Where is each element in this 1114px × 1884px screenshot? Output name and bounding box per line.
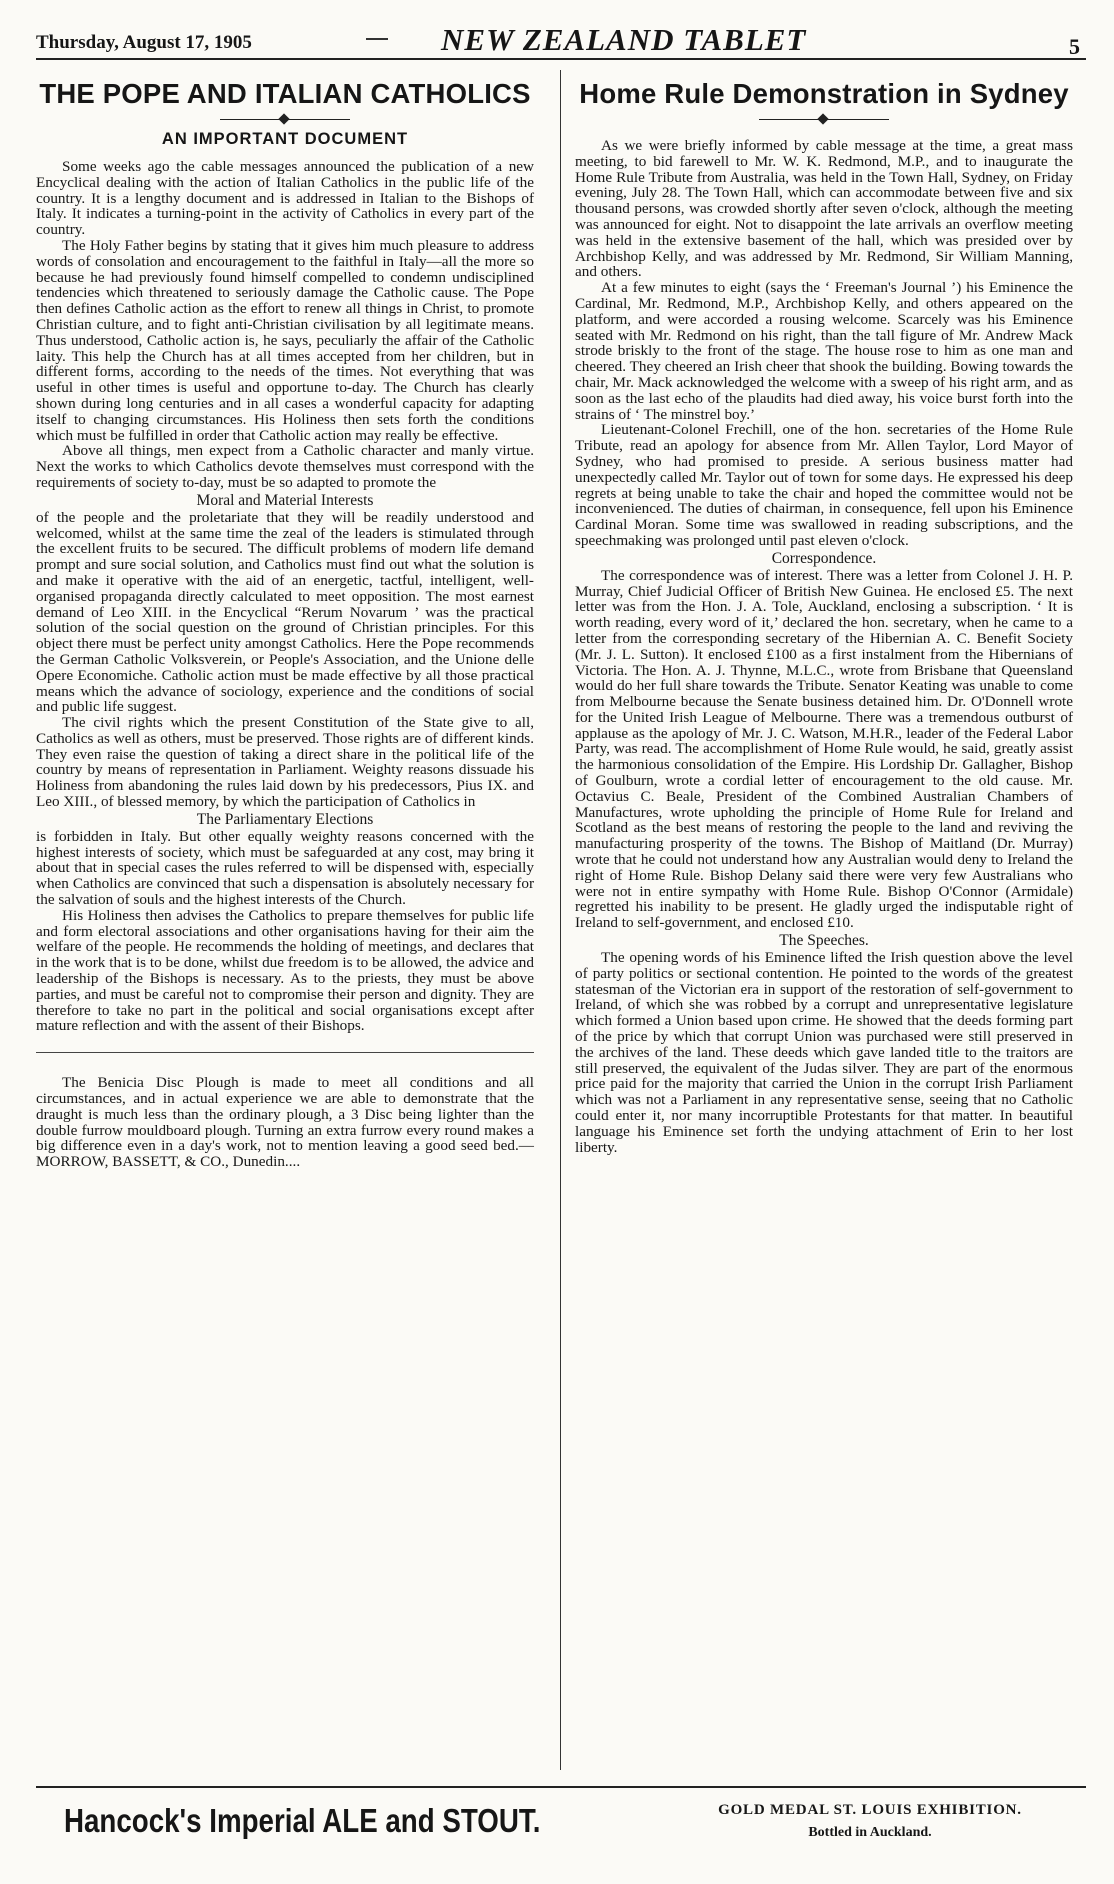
- plough-advertisement: The Benicia Disc Plough is made to meet all conditions and all circumstances, and in actual experience we are able to demonstrate that the draught is much less than the ordinary plough, a 3 Disc being lighter than the double furrow mouldboard plough. Turning an extra furrow every round makes a big difference even in a day's work, not to mention leaving a good seed bed.— MORROW, BASSETT, & CO., Dunedin....: [36, 1074, 534, 1171]
- header-ornament: [366, 38, 388, 40]
- left-paragraph: His Holiness then advises the Catholics to prepare themselves for public life and form electoral associations and other organisations having for their aim the welfare of the people. He recommends the holding of meetings, and declares that in the work that is to be done, whilst due freedom is to be allowed, the advice and leadership of the Bishops is necessary. As to the priests, they must be above parties, and must be careful not to compromise their person and dignity. They are therefore to take no part in the political and social organisations except after mature reflection and with the assent of their Bishops.: [36, 906, 534, 1035]
- left-paragraph: Some weeks ago the cable messages announced the publication of a new Encyclical dealing with the action of Italian Catholics in the public life of the country. It is a lengthy document and is addressed in Italian to the Bishops of Italy. It indicates a turning-point in the activity of Catholics in every part of the country.: [36, 158, 534, 239]
- hancocks-advertisement: Hancock's Imperial ALE and STOUT.: [64, 1802, 541, 1839]
- exhibition-notice: [680, 1802, 1060, 1841]
- left-paragraph: The civil rights which the present Constitution of the State give to all, Catholics as well as others, must be preserved. Those rights are of different kinds. They even raise the question of taking a direct share in the political life of the country by means of representation in Parliament. Weighty reasons dissuade his Holiness from abandoning the rules laid down by his predecessors, Pius IX. and Leo XIII., of blessed memory, by which the participation of Catholics in: [36, 714, 534, 811]
- exhibition-line: GOLD MEDAL ST. LOUIS EXHIBITION.: [718, 1802, 1022, 1818]
- left-crosshead: The Parliamentary Elections: [196, 810, 374, 828]
- footer-rule: [36, 1786, 1086, 1788]
- title-ornament: [220, 114, 350, 124]
- bottled-line: Bottled in Auckland.: [808, 1825, 932, 1840]
- right-paragraph: Lieutenant-Colonel Frechill, one of the hon. secretaries of the Home Rule Tribute, read an apology for absence from Mr. Allen Taylor, Lord Mayor of Sydney, who had promised to preside. A serious business matter had unexpectedly called Mr. Taylor out of town for some days. He expressed his deep regrets at being unable to take the chair and hoped the committee would not be inconvenienced. The duties of chairman, in consequence, fell upon his Eminence Cardinal Moran. Some time was swallowed in reading subscriptions, and the speechmaking was prolonged until past eleven o'clock.: [575, 421, 1073, 549]
- right-crosshead: The Speeches.: [779, 932, 869, 950]
- column-divider: [560, 70, 561, 1770]
- publication-title: NEW ZEALAND TABLET: [441, 22, 807, 57]
- title-ornament: [759, 114, 889, 124]
- page-header: [36, 18, 1086, 60]
- left-paragraph: The Holy Father begins by stating that it gives him much pleasure to address words of consolation and encouragement to the faithful in Italy—all the more so because he had previously found himself compelled to condemn undisciplined tendencies which threatened to seriously damage the Catholic cause. The Pope then defines Catholic action as the effort to renew all things in Christ, to promote Christian culture, and to fight anti-Christian civilisation by all legitimate means. Thus understood, Catholic action is, he says, peculiarly the affair of the Catholic laity. This help the Church has at all times accepted from her children, but in different forms, according to the needs of the times. Not everything that was useful in other times is useful and opportune to-day. The Church has clearly shown during long centuries and in all cases a wonderful capacity for adapting itself to changing circumstances. His Holiness then sets forth the conditions which must be fulfilled in order that Catholic action may really be effective.: [36, 236, 534, 444]
- right-paragraph: The correspondence was of interest. There was a letter from Colonel J. H. P. Murray, Chief Judicial Officer of British New Guinea. He enclosed £5. The next letter was from the Hon. J. A. Tole, Auckland, enclosing a subscription. ‘ It is worth reading, every word of it,’ declared the hon. secretary, when he came to a letter from the corresponding secretary of the Hibernian A. C. Benefit Society (Mr. J. L. Sutton). It enclosed £100 as a first instalment from the Hibernians of Victoria. The Hon. A. J. Thynne, M.L.C., wrote from Brisbane that Queensland would do her full share towards the Tribute. Senator Keating was unable to come from Melbourne because the Senate business detained him. Dr. O'Donnell wrote for the United Irish League of Melbourne. There was a tremendous outburst of applause as the apology of Mr. J. C. Watson, M.H.R., leader of the Federal Labor Party, was read. The accomplishment of Home Rule would, he said, greatly assist the harmonious consolidation of the Empire. His Lordship Dr. Gallagher, Bishop of Goulburn, wrote a cordial letter of encouragement to the old cause. Mr. Octavius C. Beale, President of the Combined Australian Chambers of Manufactures, wrote upholding the principle of Home Rule for Ireland and Scotland as the best means of restoring the people to the land and reviving the manufacturing prosperity of the towns. The Bishop of Maitland (Dr. Murray) wrote that he could not understand how any Australian would deny to Ireland the right of Home Rule. Bishop Delany said there were very few Australians who were not in entire sympathy with Home Rule. Bishop O'Connor (Armidale) regretted his inability to be present. He gladly urged the indisputable right of Ireland to self-government, and enclosed £10.: [575, 566, 1073, 932]
- left-paragraph: Above all things, men expect from a Catholic character and manly virtue. Next the works to which Catholics devote themselves must correspond with the requirements of society to-day, must be so adapted to promote the: [36, 442, 534, 491]
- left-column: [36, 70, 534, 1170]
- left-paragraph: is forbidden in Italy. But other equally weighty reasons concerned with the highest interests of society, which must be safeguarded at any cost, may bring it about that in special cases the rules referred to will be dispensed with, especially when Catholics are convinced that such a dispensation is absolutely necessary for the salvation of souls and the highest interests of the Church.: [36, 827, 534, 909]
- right-article-title: Home Rule Demonstration in Sydney: [579, 78, 1069, 109]
- left-paragraph: of the people and the proletariate that they will be readily understood and welcomed, whilst at the same time the zeal of the leaders is stimulated through the excellent fruits to be secured. The difficult problems of modern life demand prompt and sure social solution, and Catholics must find out what the solution is and make it operative with the aid of an energetic, tactful, intelligent, well-organised propaganda directly calculated to meet opposition. The most earnest demand of Leo XIII. in the Encyclical “Rerum Novarum ’ was the practical solution of the social question on the ground of Christian principles. For this object there must be perfect unity amongst Catholics. Here the Pope recommends the German Catholic Volksverein, or People's Association, and the Unione delle Opere Economiche. Catholic action must be made effective by all those practical means which the advance of sociology, experience and the conditions of social and public life suggest.: [36, 508, 534, 716]
- right-crosshead: Correspondence.: [771, 549, 877, 567]
- left-crosshead: Moral and Material Interests: [196, 491, 374, 509]
- issue-date: Thursday, August 17, 1905: [36, 32, 252, 53]
- advert-divider: [36, 1052, 534, 1053]
- right-paragraph: The opening words of his Eminence lifted the Irish question above the level of party politics or sectional contention. He pointed to the words of the greatest statesman of the Victorian era in support of the restoration of self-government to Ireland, of which she was robbed by a corrupt and unrepresentative legislature which formed a Union based upon crime. He showed that the deeds forming part of the price by which that corrupt Union was purchased were still preserved in the archives of the land. These deeds which gave landed title to the traitors are still preserved, the equivalent of the Judas silver. They are part of the enormous price paid for the majority that carried the Union in the corrupt Irish Parliament which was not a Parliament in any representative sense, seeing that no Catholic could enter it, nor many incorruptible Protestants for that matter. In beautiful language his Eminence set forth the undying attachment of Erin to her lost liberty.: [575, 949, 1073, 1156]
- left-article-subtitle: AN IMPORTANT DOCUMENT: [161, 130, 409, 148]
- right-paragraph: As we were briefly informed by cable message at the time, a great mass meeting, to bid farewell to Mr. W. K. Redmond, M.P., and to inaugurate the Home Rule Tribute from Australia, was held in the Town Hall, Sydney, on Friday evening, July 28. The Town Hall, which can accommodate between five and six thousand persons, was crowded shortly after seven o'clock, although the meeting was announced for eight. Not to disappoint the late arrivals an overflow meeting was held in the extensive basement of the hall, which was presided over by Archbishop Kelly, and was addressed by Mr. Redmond, Sir William Manning, and others.: [575, 137, 1073, 281]
- right-column: [575, 70, 1073, 1155]
- page-number: 5: [1069, 34, 1080, 59]
- right-paragraph: At a few minutes to eight (says the ‘ Freeman's Journal ’) his Eminence the Cardinal, Mr. Redmond, M.P., Archbishop Kelly, and others appeared on the platform, and were accorded a rousing welcome. Scarcely was his Eminence seated with Mr. Redmond on his right, than the tall figure of Mr. Andrew Mack strode briskly to the front of the stage. The house rose to him as one man and cheered. They cheered an Irish cheer that shook the building. Bowing towards the chair, Mr. Mack acknowledged the welcome with a sweep of his right arm, and as soon as the last echo of the plaudits had died away, his voice burst forth into the strains of ‘ The minstrel boy.’: [575, 279, 1073, 423]
- left-article-title: THE POPE AND ITALIAN CATHOLICS: [39, 78, 531, 109]
